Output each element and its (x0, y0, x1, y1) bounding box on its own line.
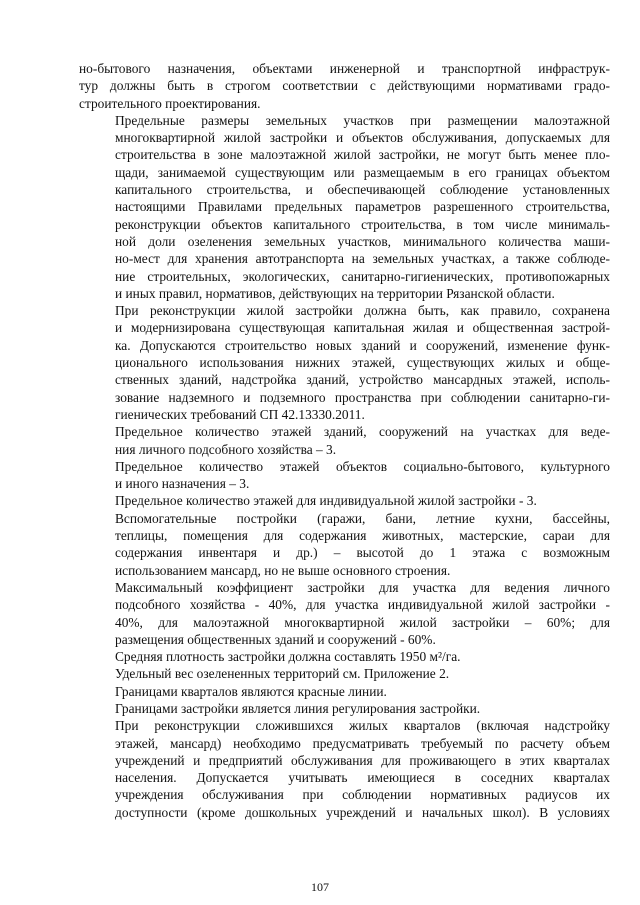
text-line: и иного назначения – 3. (115, 476, 250, 492)
text-line: строительства в зоне малоэтажной жилой застройки, не могут быть менее пло- (115, 147, 610, 163)
text-line: ния личного подсобного хозяйства – 3. (115, 441, 337, 457)
text-line: теплицы, помещения для содержания животных, мастерские, сараи для (115, 528, 610, 544)
text-line: тур должны быть в строгом соответствии с действующими нормативами градо- (79, 78, 610, 94)
paragraph (79, 648, 610, 665)
text-line: настоящими Правилами предельных параметров разрешенного строительства, (115, 199, 610, 215)
text-line: Максимальный коэффициент застройки для участка для ведения личного (115, 579, 610, 595)
paragraph (79, 423, 610, 458)
text-line: Предельное количество этажей зданий, сооружений на участках для веде- (115, 424, 610, 440)
paragraph (79, 112, 610, 302)
text-line: 40%, для малоэтажной многоквартирной жилой застройки – 60%; для (115, 614, 610, 630)
text-line: ной доли озеленения земельных участков, минимального количества маши- (115, 233, 610, 249)
text-line: реконструкции объектов капитального строительства, в том числе минималь- (115, 216, 610, 232)
text-line: и иных правил, нормативов, действующих на территории Рязанской области. (115, 285, 555, 301)
text-line: ка. Допускаются строительство новых зданий и сооружений, изменение функ- (115, 337, 610, 353)
text-line: Средняя плотность застройки должна составлять 1950 м²/га. (115, 649, 461, 665)
text-line: учреждений и предприятий обслуживания для проживающего в этих кварталах (115, 752, 610, 768)
paragraph (79, 302, 610, 423)
text-line: строительного проектирования. (79, 95, 261, 111)
text-line: ственных зданий, надстройка зданий, устройство мансардных этажей, исполь- (115, 372, 610, 388)
text-line: Границами кварталов являются красные линии. (115, 683, 387, 699)
text-line: гиенических требований СП 42.13330.2011. (115, 406, 365, 422)
text-line: многоквартирной жилой застройки и объектов обслуживания, допускаемых для (115, 130, 610, 146)
paragraph (79, 510, 610, 579)
text-line: подсобного хозяйства - 40%, для участка индивидуальной жилой застройки - (115, 597, 610, 613)
paragraph (79, 579, 610, 648)
text-line: Предельное количество этажей объектов социально-бытового, культурного (115, 458, 610, 474)
text-line: и модернизирована существующая капитальная жилая и общественная застрой- (115, 320, 610, 336)
paragraph (79, 717, 610, 821)
text-line: Границами застройки является линия регулирования застройки. (115, 700, 481, 716)
text-line: использованием мансард, но не выше основного строения. (115, 562, 451, 578)
text-line: Предельные размеры земельных участков при размещении малоэтажной (115, 112, 610, 128)
paragraph (79, 683, 610, 700)
text-line: но-бытового назначения, объектами инженерной и транспортной инфраструк- (79, 61, 610, 76)
paragraph (79, 458, 610, 493)
paragraph (79, 665, 610, 682)
text-line: щади, занимаемой существующим или размещаемым в его границах объектом (115, 164, 610, 180)
text-line: доступности (кроме дошкольных учреждений и начальных школ). В условиях (115, 804, 610, 820)
paragraph (79, 60, 610, 112)
text-line: Предельное количество этажей для индивидуальной жилой застройки - 3. (115, 493, 537, 509)
text-line: ние строительных, экологических, санитарно-гигиенических, противопожарных (115, 268, 610, 284)
text-line: содержания инвентаря и др.) – высотой до 1 этажа с возможным (115, 545, 610, 561)
page-number: 107 (311, 880, 329, 894)
paragraph (79, 492, 610, 509)
text-line: этажей, мансард) необходимо предусматривать требуемый по расчету объем (115, 735, 610, 751)
text-line: При реконструкции сложившихся жилых кварталов (включая надстройку (115, 718, 610, 734)
text-line: населения. Допускается учитывать имеющиеся в соседних кварталах (115, 770, 610, 786)
text-line: Удельный вес озелененных территорий см. Приложение 2. (115, 666, 450, 682)
document-body (79, 60, 610, 821)
text-line: зование надземного и подземного пространства при соблюдении санитарно-ги- (115, 389, 610, 405)
text-line: Вспомогательные постройки (гаражи, бани, летние кухни, бассейны, (115, 510, 610, 526)
text-line: ционального использования нижних этажей, существующих жилых и обще- (115, 355, 610, 371)
text-line: При реконструкции жилой застройки должна быть, как правило, сохранена (115, 303, 610, 319)
text-line: капитального строительства, и обеспечивающей соблюдение установленных (115, 182, 610, 198)
text-line: но-мест для хранения автотранспорта на земельных участках, а также соблюде- (115, 251, 610, 267)
paragraph (79, 700, 610, 717)
text-line: размещения общественных зданий и сооружений - 60%. (115, 631, 436, 647)
text-line: учреждения обслуживания при соблюдении нормативных радиусов их (115, 787, 610, 803)
